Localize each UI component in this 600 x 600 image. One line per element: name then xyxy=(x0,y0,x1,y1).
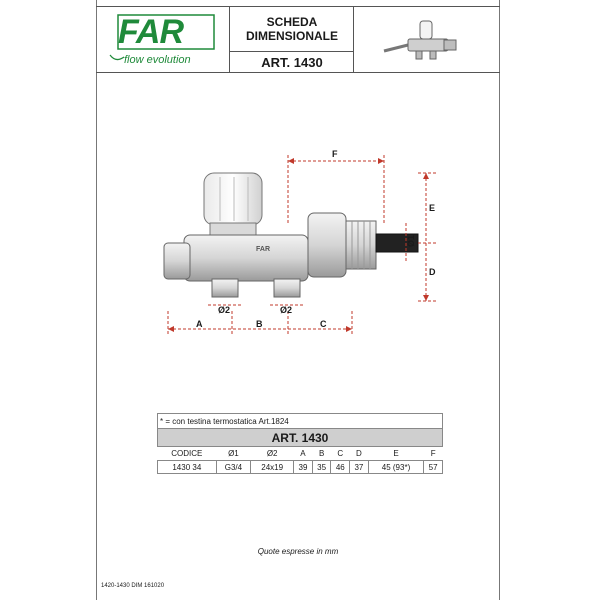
units-note: Quote espresse in mm xyxy=(257,547,339,556)
table-cell: 1430 34 xyxy=(158,461,217,474)
table-cell: 46 xyxy=(331,461,350,474)
table-cell: 24x19 xyxy=(251,461,294,474)
col-header: Ø1 xyxy=(216,447,251,461)
col-header: A xyxy=(294,447,313,461)
body-mark: FAR xyxy=(256,246,270,253)
header xyxy=(96,6,500,73)
table-row xyxy=(158,461,443,474)
table-header-row xyxy=(158,447,443,461)
dim-E: E xyxy=(429,203,436,213)
dim-D: D xyxy=(429,267,436,277)
dim-B: B xyxy=(256,319,263,329)
product-thumbnail xyxy=(354,7,500,72)
dim-C: C xyxy=(320,319,327,329)
col-header: F xyxy=(424,447,443,461)
table-note: * = con testina termostatica Art.1824 xyxy=(158,414,443,429)
dim-F: F xyxy=(332,149,338,159)
title-divider xyxy=(230,51,354,52)
logo-tagline: flow evolution xyxy=(124,54,191,66)
logo-text: FAR xyxy=(118,13,183,51)
technical-drawing xyxy=(96,73,500,413)
logo-cell xyxy=(96,7,230,72)
article-title: ART. 1430 xyxy=(261,55,323,70)
title-line-2: DIMENSIONALE xyxy=(245,29,338,43)
table-cell: G3/4 xyxy=(216,461,251,474)
col-header: Ø2 xyxy=(251,447,294,461)
dimension-table xyxy=(157,413,443,474)
dim-O2-left: Ø2 xyxy=(218,305,231,315)
table-cell: 35 xyxy=(312,461,331,474)
dim-A: A xyxy=(196,319,203,329)
table-cell: 37 xyxy=(350,461,369,474)
dim-O2-right: Ø2 xyxy=(280,305,293,315)
table-cell: 45 (93*) xyxy=(368,461,424,474)
valve-thumbnail-icon xyxy=(354,7,500,72)
table-cell: 57 xyxy=(424,461,443,474)
col-header: CODICE xyxy=(158,447,217,461)
dim-O1: Ø1 xyxy=(406,234,416,247)
col-header: D xyxy=(350,447,369,461)
col-header: B xyxy=(312,447,331,461)
document-id: 1420-1430 DIM 161020 xyxy=(101,583,165,589)
valve-drawing-icon xyxy=(96,73,500,413)
title-cell xyxy=(230,7,354,72)
table-cell: 39 xyxy=(294,461,313,474)
table-article: ART. 1430 xyxy=(158,429,443,447)
title-line-1: SCHEDA xyxy=(266,15,318,29)
col-header: E xyxy=(368,447,424,461)
col-header: C xyxy=(331,447,350,461)
